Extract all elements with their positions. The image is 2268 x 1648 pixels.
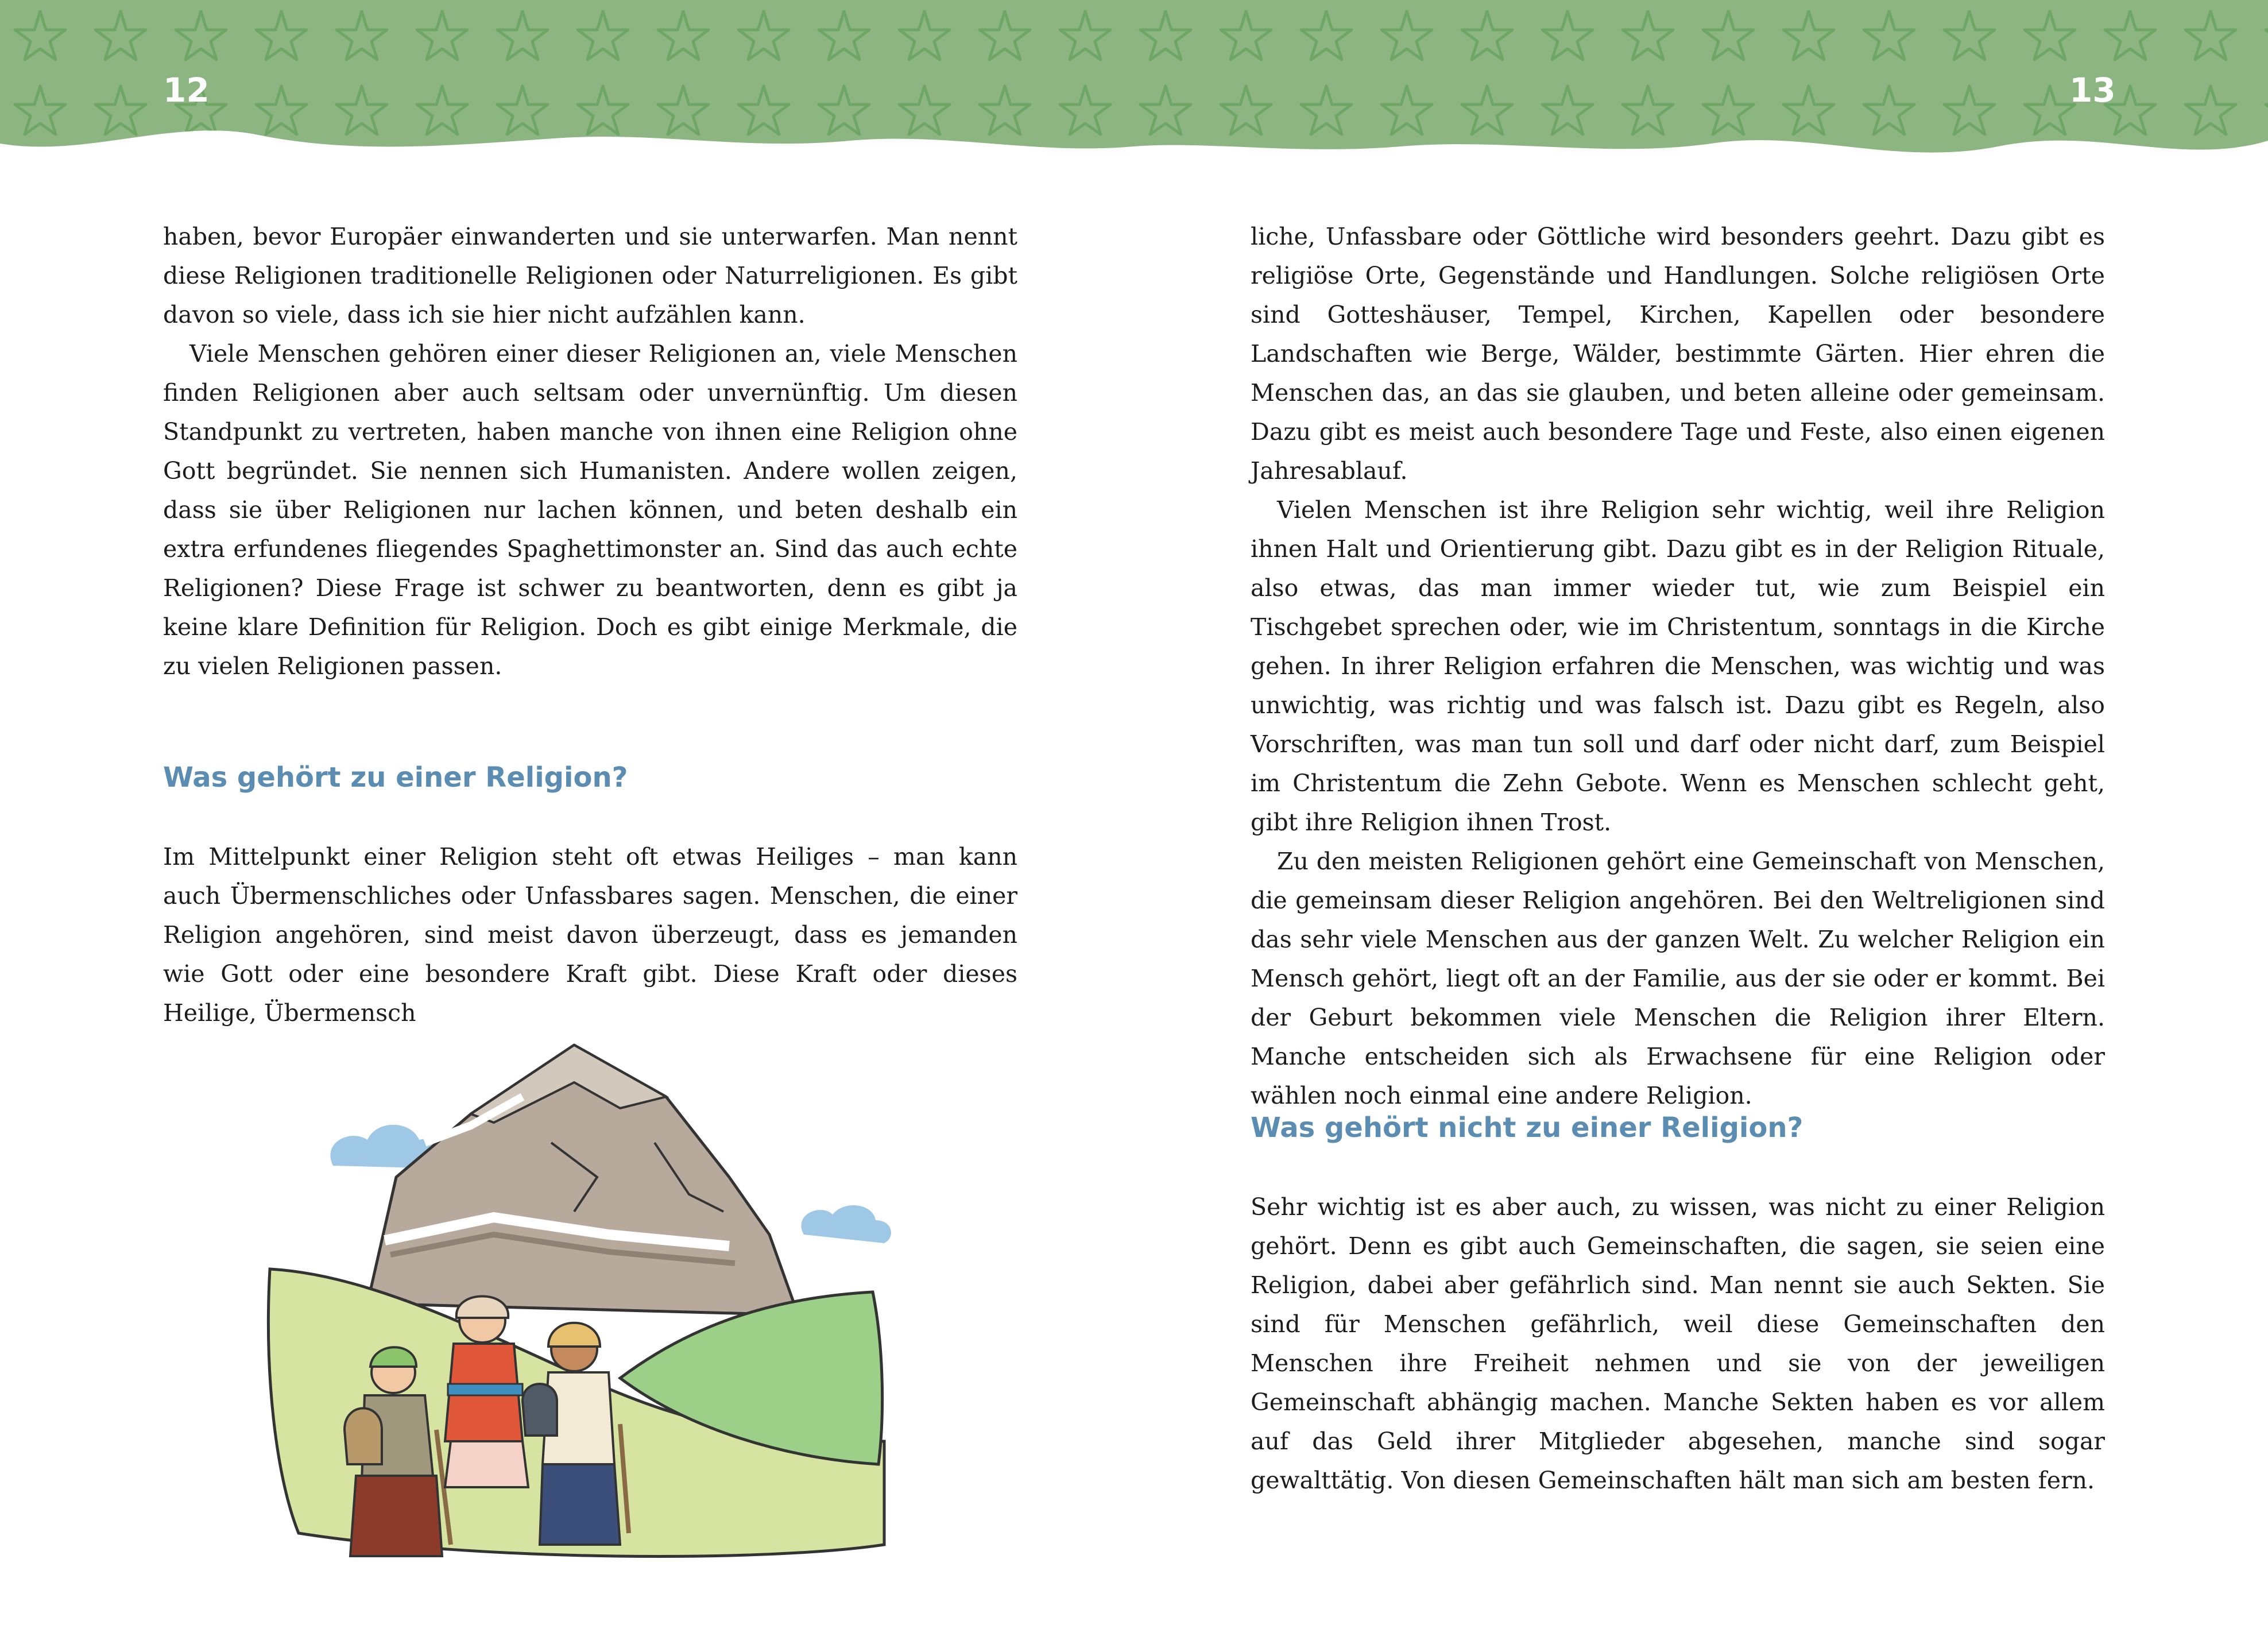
- left-section-body: [163, 837, 1017, 1032]
- mountain-pilgrims-illustration: [253, 1028, 913, 1573]
- section-heading-right: Was gehört nicht zu einer Religion?: [1251, 1112, 1803, 1144]
- header-banner: [0, 0, 2268, 172]
- left-paragraph-2: Viele Menschen gehören einer dieser Religionen an, viele Menschen finden Religionen aber auch seltsam oder unvernünftig. Um diesen Standpunkt zu vertreten, haben manche von ihnen eine Religion ohne Gott begründet. Sie nennen sich Humanisten. Andere wollen zeigen, dass sie über Religionen nur lachen können, und beten deshalb ein extra erfundenes fliegendes Spaghettimonster an. Sind das auch echte Religionen? Diese Frage ist schwer zu beantworten, denn es gibt ja keine klare Definition für Religion. Doch es gibt einige Merkmale, die zu vielen Religionen passen.: [163, 340, 1017, 680]
- right-paragraph-1: liche, Unfassbare oder Göttliche wird besonders geehrt. Dazu gibt es religiöse Orte, Gegenstände und Handlungen. Solche religiösen Orte sind Gotteshäuser, Tempel, Kirchen, Kapellen oder besondere Landschaften wie Berge, Wälder, bestimmte Gärten. Hier ehren die Menschen das, an das sie glauben, und beten alleine oder gemeinsam. Dazu gibt es meist auch besondere Tage und Feste, also einen eigenen Jahresablauf.: [1251, 223, 2105, 485]
- section-heading-left: Was gehört zu einer Religion?: [163, 761, 628, 794]
- right-paragraph-3: Zu den meisten Religionen gehört eine Gemeinschaft von Menschen, die gemeinsam dieser Religion angehören. Bei den Weltreligionen sind das sehr viele Menschen aus der ganzen Welt. Zu welcher Religion ein Mensch gehört, liegt oft an der Familie, aus der sie oder er kommt. Bei der Geburt bekommen viele Menschen die Religion ihrer Eltern. Manche entscheiden sich als Erwachsene für eine Religion oder wählen noch einmal eine andere Religion.: [1251, 848, 2105, 1109]
- left-column: [163, 217, 1017, 686]
- right-column: [1251, 217, 2105, 1115]
- right-paragraph-4: Sehr wichtig ist es aber auch, zu wissen, was nicht zu einer Religion gehört. Denn es gibt auch Gemeinschaften, die sagen, sie seien eine Religion, dabei aber gefährlich sind. Man nennt sie auch Sekten. Sie sind für Menschen gefährlich, weil diese Gemeinschaften den Menschen ihre Freiheit nehmen und sie von der jeweiligen Gemeinschaft abhängig machen. Manche Sekten haben es vor allem auf das Geld ihrer Mitglieder abgesehen, manche sind sogar gewalttätig. Von diesen Gemeinschaften hält man sich am besten fern.: [1251, 1193, 2105, 1494]
- left-paragraph-3: Im Mittelpunkt einer Religion steht oft etwas Heiliges – man kann auch Übermenschliches oder Unfassbares sagen. Menschen, die einer Religion angehören, sind meist davon überzeugt, dass es jemanden wie Gott oder eine besondere Kraft gibt. Diese Kraft oder dieses Heilige, Übermensch: [163, 843, 1017, 1027]
- right-paragraph-2: Vielen Menschen ist ihre Religion sehr wichtig, weil ihre Religion ihnen Halt und Orientierung gibt. Dazu gibt es in der Religion Rituale, also etwas, das man immer wieder tut, wie zum Beispiel ein Tischgebet sprechen oder, wie im Christentum, sonntags in die Kirche gehen. In ihrer Religion erfahren die Menschen, was wichtig und was unwichtig, was richtig und was falsch ist. Dazu gibt es Regeln, also Vorschriften, was man tun soll und darf oder nicht darf, zum Beispiel im Christentum die Zehn Gebote. Wenn es Menschen schlecht geht, gibt ihre Religion ihnen Trost.: [1251, 496, 2105, 836]
- left-paragraph-1: haben, bevor Europäer einwanderten und sie unterwarfen. Man nennt diese Religionen traditionelle Religionen oder Naturreligionen. Es gibt davon so viele, dass ich sie hier nicht aufzählen kann.: [163, 223, 1017, 328]
- right-section-body: [1251, 1187, 2105, 1500]
- right-section: [1251, 1108, 2105, 1147]
- page-number-right: 13: [2069, 71, 2116, 110]
- left-section: [163, 758, 1017, 797]
- page-number-left: 12: [163, 71, 210, 110]
